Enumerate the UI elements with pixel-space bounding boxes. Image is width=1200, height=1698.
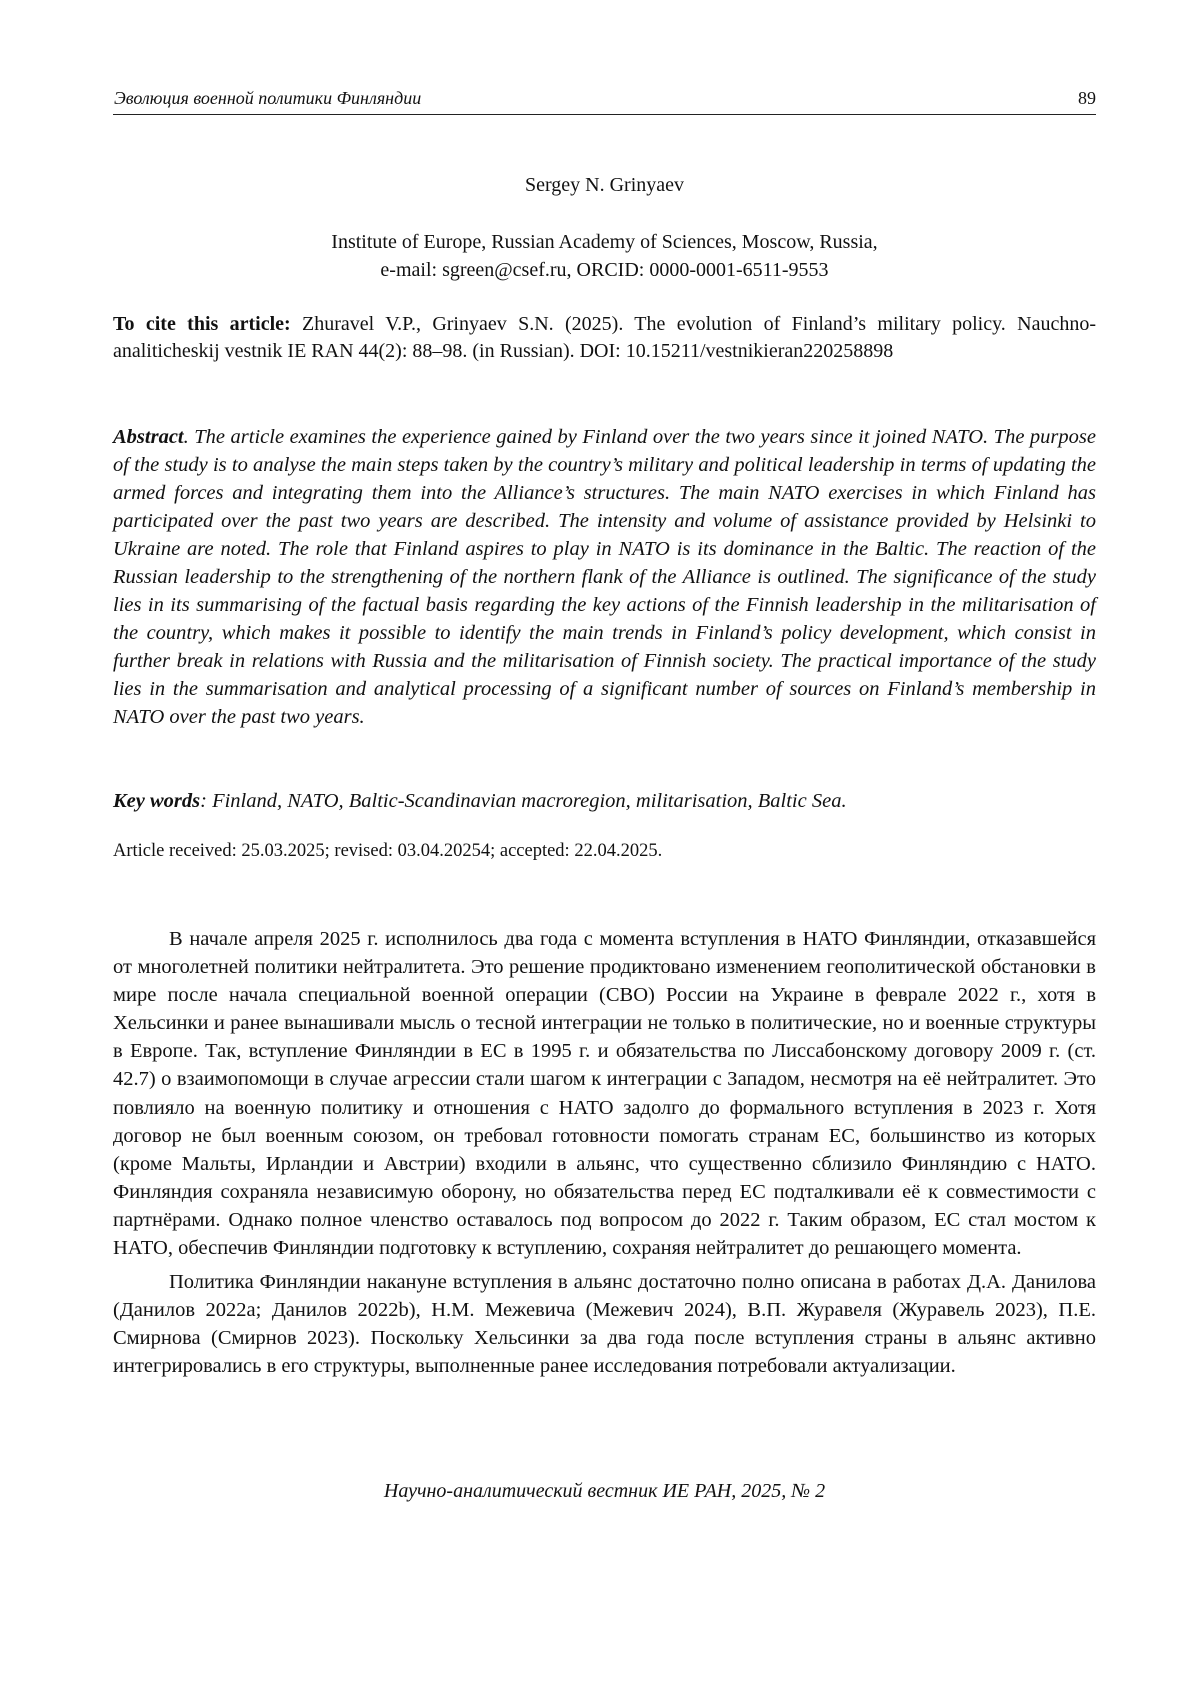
page-number: 89 [1078,88,1096,108]
citation-label: To cite this article: [113,313,291,335]
article-dates: Article received: 25.03.2025; revised: 03.04.20254; accepted: 22.04.2025. [113,841,663,861]
abstract-text: . The article examines the experience gained by Finland over the two years since it joined NATO. The purpose of the study is to analyse the main steps taken by the country’s military and political leadership in terms of updating the armed forces and integrating them into the Alliance’s structures. The main NATO exercises in which Finland has participated over the past two years are described. The intensity and volume of assistance provided by Helsinki to Ukraine are noted. The role that Finland aspires to play in NATO is its dominance in the Baltic. The reaction of the Russian leadership to the strengthening of the northern flank of the Alliance is outlined. The significance of the study lies in its summarising of the factual basis regarding the key actions of the Finnish leadership in the militarisation of the country, which makes it possible to identify the main trends in Finland’s policy development, which consist in further break in relations with Russia and the militarisation of Finnish society. The practical importance of the study lies in the summarisation and analytical processing of a significant number of sources on Finland’s membership in NATO over the past two years. [113,426,1096,728]
abstract-block [113,423,1096,731]
affiliation-line: Institute of Europe, Russian Academy of Sciences, Moscow, Russia, [331,231,878,253]
body-paragraph: Политика Финляндии накануне вступления в альянс достаточно полно описана в работах Д.А. Данилова (Данилов 2022a; Данилов 2022b), Н.М. Межевича (Межевич 2024), В.П. Журавеля (Журавель 2023), П.Е. Смирнова (Смирнов 2023). Поскольку Хельсинки за два года после вступления страны в альянс активно интегрировались в его структуры, выполненные ранее исследования потребовали актуализации. [113,1271,1096,1378]
body-text [113,925,1096,1387]
author-name: Sergey N. Grinyaev [524,174,685,196]
keywords-label: Key words [113,790,201,812]
affiliation-contact: e-mail: sgreen@csef.ru, ORCID: 0000-0001-6511-9553 [380,259,829,281]
author-affiliation [113,228,1096,284]
body-paragraph: В начале апреля 2025 г. исполнилось два года с момента вступления в НАТО Финляндии, отказавшейся от многолетней политики нейтралитета. Это решение продиктовано изменением геополитической обстановки в мире после начала специальной военной операции (СВО) России на Украине в феврале 2022 г., хотя в Хельсинки и ранее вынашивали мысль о тесной интеграции не только в политические, но и военные структуры в Европе. Так, вступление Финляндии в ЕС в 1995 г. и обязательства по Лиссабонскому договору 2009 г. (ст. 42.7) о взаимопомощи в случае агрессии стали шагом к интеграции с Западом, несмотря на её нейтралитет. Это повлияло на военную политику и отношения с НАТО задолго до формального вступления в 2023 г. Хотя договор не был военным союзом, он требовал готовности помогать странам ЕС, большинство из которых (кроме Мальты, Ирландии и Австрии) входили в альянс, что существенно сблизило Финляндию с НАТО. Финляндия сохраняла независимую оборону, но обязательства перед ЕС подталкивали её к совместимости с партнёрами. Однако полное членство оставалось под вопросом до 2022 г. Таким образом, ЕС стал мостом к НАТО, обеспечив Финляндии подготовку к вступлению, сохраняя нейтралитет до решающего момента. [113,928,1096,1260]
keywords-block [113,787,1096,815]
abstract-label: Abstract [113,426,184,448]
running-header [113,86,1096,115]
running-title: Эволюция военной политики Финляндии [114,88,422,108]
citation-block [113,311,1096,365]
citation-text: Zhuravel V.P., Grinyaev S.N. (2025). The evolution of Finland’s military policy. Nauchno-analiticheskij vestnik IE RAN 44(2): 88–98. (in Russian). DOI: 10.15211/vestnikieran220258898 [113,313,1096,362]
journal-footer: Научно-аналитический вестник ИЕ РАН, 2025, № 2 [383,1480,826,1502]
keywords-text: : Finland, NATO, Baltic-Scandinavian macroregion, militarisation, Baltic Sea. [200,790,847,812]
